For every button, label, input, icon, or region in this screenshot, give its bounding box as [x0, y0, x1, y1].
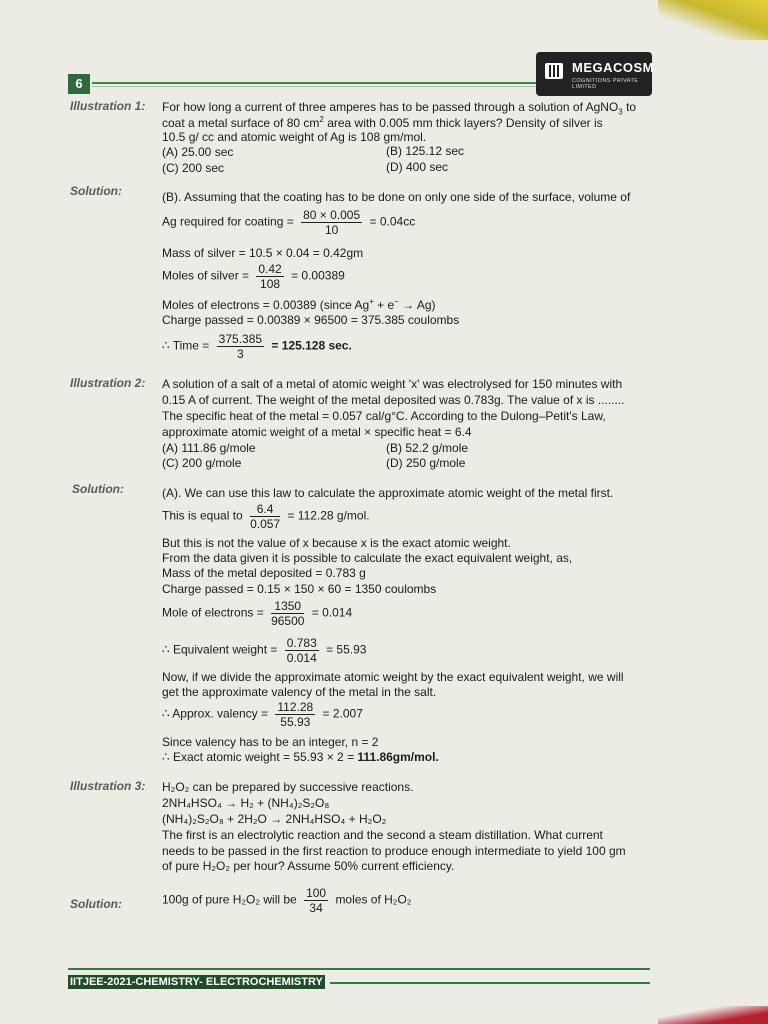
page-number: 6: [68, 74, 90, 94]
solution-text: But this is not the value of x because x is the exact atomic weight.: [162, 536, 511, 550]
illustration-label: Illustration 1:: [70, 99, 146, 113]
question-text: of pure H₂O₂ per hour? Assume 50% current efficiency.: [162, 859, 455, 873]
question-text: approximate atomic weight of a metal × specific heat = 6.4: [162, 425, 472, 439]
fraction: $\frac{0.42}{108}$: [258, 262, 282, 291]
question-text: coat a metal surface of 80 $cm^2$ area with 0.005 mm thick layers? Density of silver is: [162, 115, 603, 130]
header-divider: [92, 82, 548, 84]
fraction: $\frac{0.783}{0.014}$: [286, 636, 317, 665]
question-text: needs to be passed in the first reaction to produce enough intermediate to yield 100 gm: [162, 844, 626, 858]
logo-name: MEGACOSM: [572, 60, 654, 75]
option-d: (D) 250 g/mole: [386, 456, 466, 470]
equation: ∴ Equivalent weight = $\frac{0.783}{0.014}$ = 55.93: [162, 636, 367, 665]
fraction: $\frac{6.4}{0.057}$: [250, 502, 281, 531]
page-corner-decoration: [658, 0, 768, 40]
question-text: A solution of a salt of a metal of atomic weight 'x' was electrolysed for 150 minutes with: [162, 377, 623, 391]
solution-label: Solution:: [70, 897, 122, 911]
reaction-equation: (NH₄)₂S₂O₈ + 2H₂O → 2NH₄HSO₄ + H₂O₂: [162, 812, 387, 826]
brand-logo: [536, 52, 652, 96]
fraction: $\frac{100}{34}$: [306, 886, 327, 915]
equation: ∴ Approx. valency = $\frac{112.28}{55.93}$ = 2.007: [162, 700, 363, 729]
fraction: $\frac{375.385}{3}$: [218, 332, 263, 361]
option-a: (A) 111.86 g/mole: [162, 441, 256, 455]
question-text: H₂O₂ can be prepared by successive reactions.: [162, 780, 414, 794]
illustration-label: Illustration 3:: [70, 779, 146, 793]
option-d: (D) 400 sec: [386, 160, 449, 174]
illustration-label: Illustration 2:: [70, 376, 146, 390]
fraction: $\frac{112.28}{55.93}$: [277, 700, 314, 729]
equation: ∴ Time = $\frac{375.385}{3}$ = 125.128 sec.: [162, 332, 352, 361]
question-text: The first is an electrolytic reaction and the second a steam distillation. What current: [162, 828, 603, 842]
page-corner-decoration: [658, 1006, 768, 1024]
question-text: For how long a current of three amperes has to be passed through a solution of AgNO$_3$ to: [162, 100, 637, 117]
option-c: (C) 200 sec: [162, 161, 225, 175]
question-text: The specific heat of the metal = 0.057 cal/g°C. According to the Dulong–Petit's Law,: [162, 409, 606, 423]
solution-label: Solution:: [70, 184, 122, 198]
logo-tagline: COGNITIONS PRIVATE LIMITED: [572, 78, 639, 90]
fraction: $\frac{80 \times 0.005}{10}$: [303, 208, 361, 237]
solution-text: Charge passed = 0.00389 × 96500 = 375.385 coulombs: [162, 313, 460, 327]
equation: Mole of electrons = $\frac{1350}{96500}$ = 0.014: [162, 599, 353, 628]
book-icon: [542, 59, 566, 83]
solution-text: (B). Assuming that the coating has to be done on only one side of the surface, volume of: [162, 190, 631, 204]
equation: This is equal to $\frac{6.4}{0.057}$ = 112.28 g/mol.: [162, 502, 370, 531]
solution-text: From the data given it is possible to calculate the exact equivalent weight, as,: [162, 551, 573, 565]
header-divider: [92, 86, 548, 87]
option-a: (A) 25.00 sec: [162, 145, 234, 159]
question-text: 10.5 g/ cc and atomic weight of Ag is 108 gm/mol.: [162, 130, 427, 144]
solution-text: Charge passed = 0.15 × 150 × 60 = 1350 coulombs: [162, 582, 437, 596]
option-b: (B) 52.2 g/mole: [386, 441, 469, 455]
solution-text: Mass of silver = 10.5 × 0.04 = 0.42gm: [162, 246, 364, 260]
solution-text: Moles of electrons = 0.00389 (since Ag+ + e− → Ag): [162, 297, 436, 312]
solution-text: get the approximate valency of the metal in the salt.: [162, 685, 437, 699]
equation: Ag required for coating = $\frac{80 \times 0.005}{10}$ = 0.04cc: [162, 208, 416, 237]
solution-text: Now, if we divide the approximate atomic weight by the exact equivalent weight, we will: [162, 670, 624, 684]
solution-text: Since valency has to be an integer, n = 2: [162, 735, 379, 749]
equation: 100g of pure H₂O₂ will be $\frac{100}{34}$ moles of H₂O₂: [162, 886, 412, 915]
footer-chapter-title: IITJEE-2021-CHEMISTRY- ELECTROCHEMISTRY: [70, 976, 323, 988]
reaction-equation: 2NH₄HSO₄ → H₂ + (NH₄)₂S₂O₈: [162, 796, 330, 810]
solution-label: Solution:: [72, 482, 124, 496]
question-text: 0.15 A of current. The weight of the metal deposited was 0.783g. The value of x is ........: [162, 393, 625, 407]
footer-divider: [68, 968, 650, 970]
option-b: (B) 125.12 sec: [386, 144, 465, 158]
solution-text: (A). We can use this law to calculate the approximate atomic weight of the metal first.: [162, 486, 614, 500]
option-c: (C) 200 g/mole: [162, 456, 242, 470]
footer-divider: [330, 982, 650, 984]
fraction: $\frac{1350}{96500}$: [271, 599, 305, 628]
solution-text: ∴ Exact atomic weight = 55.93 × 2 = 111.86gm/mol.: [162, 750, 439, 764]
solution-text: Mass of the metal deposited = 0.783 g: [162, 566, 366, 580]
equation: Moles of silver = $\frac{0.42}{108}$ = 0.00389: [162, 262, 345, 291]
